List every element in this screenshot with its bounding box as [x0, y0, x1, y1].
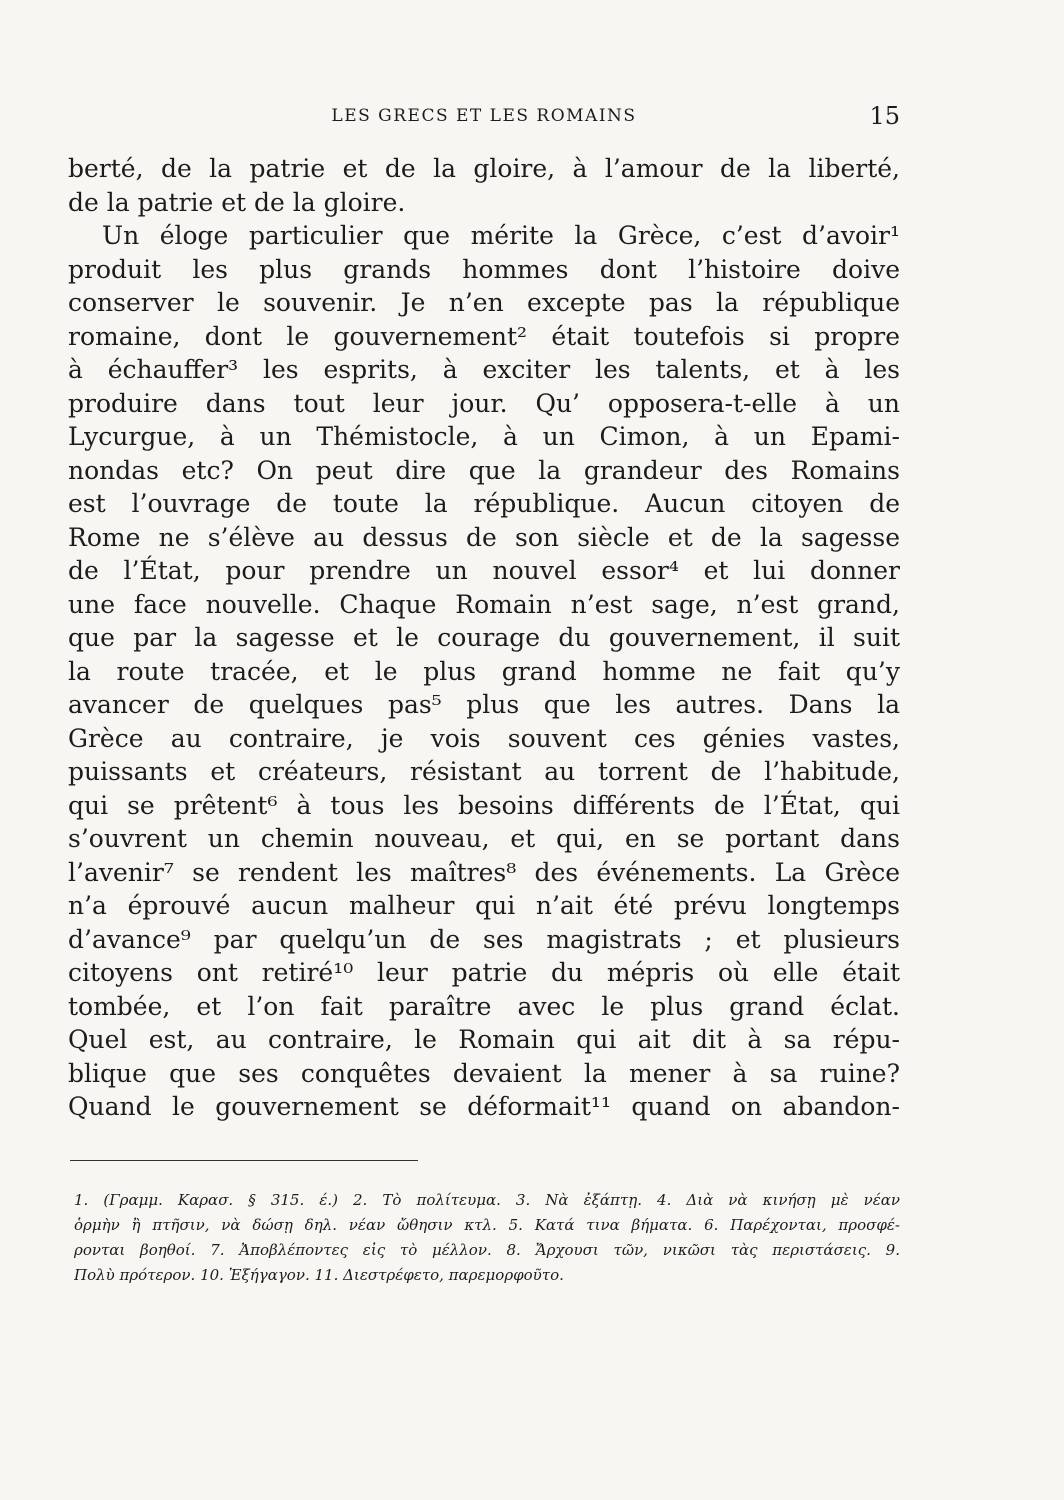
- text-line: nondas etc? On peut dire que la grandeur des Romains: [68, 455, 900, 485]
- text-line: blique que ses conquêtes devaient la mener à sa ruine?: [68, 1058, 900, 1088]
- text-line: s’ouvrent un chemin nouveau, et qui, en se portant dans: [68, 824, 900, 853]
- text-line: de l’État, pour prendre un nouvel essor⁴ et lui donner: [68, 556, 900, 585]
- footnote-line: Πολὺ πρότερον. 10. Ἐξήγαγον. 11. Διεστρέφετο, παρεμορφοῦτο.: [74, 1266, 564, 1284]
- text-line: Rome ne s’élève au dessus de son siècle et de la sagesse: [68, 522, 900, 552]
- text-line: Grèce au contraire, je vois souvent ces génies vastes,: [68, 723, 900, 753]
- page-header: [68, 104, 900, 134]
- text-line: Quand le gouvernement se déformait¹¹ quand on abandon-: [68, 1092, 900, 1121]
- text-line: d’avance⁹ par quelqu’un de ses magistrats ; et plusieurs: [68, 924, 900, 954]
- page-number: 15: [869, 102, 900, 130]
- text-line: produire dans tout leur jour. Qu’ opposera-t-elle à un: [68, 388, 900, 418]
- footnote-line: ὁρμὴν ἢ πτῆσιν, νὰ δώσῃ δηλ. νέαν ὤθησιν κτλ. 5. Κατά τινα βήματα. 6. Παρέχονται, προσφέ-: [74, 1216, 900, 1234]
- text-line: qui se prêtent⁶ à tous les besoins différents de l’État, qui: [68, 790, 900, 820]
- text-line: n’a éprouvé aucun malheur qui n’ait été prévu longtemps: [68, 891, 900, 920]
- running-title: LES GRECS ET LES ROMAINS: [331, 106, 637, 126]
- text-line: produit les plus grands hommes dont l’histoire doive: [68, 254, 900, 284]
- footnotes: [74, 1188, 900, 1288]
- text-line: Un éloge particulier que mérite la Grèce, c’est d’avoir¹: [102, 221, 900, 250]
- text-line: la route tracée, et le plus grand homme ne fait qu’y: [68, 656, 900, 686]
- footnote-line: 1. (Γραμμ. Καρασ. § 315. έ.) 2. Τὸ πολίτευμα. 3. Νὰ ἐξάπτῃ. 4. Διὰ νὰ κινήσῃ μὲ νέαν: [74, 1191, 900, 1209]
- text-line: conserver le souvenir. Je n’en excepte pas la république: [68, 288, 900, 317]
- text-line: une face nouvelle. Chaque Romain n’est sage, n’est grand,: [68, 589, 900, 619]
- text-line: berté, de la patrie et de la gloire, à l’amour de la liberté,: [68, 154, 900, 183]
- text-line: Lycurgue, à un Thémistocle, à un Cimon, à un Epami-: [68, 422, 900, 451]
- text-line: que par la sagesse et le courage du gouvernement, il suit: [68, 623, 900, 652]
- text-line: l’avenir⁷ se rendent les maîtres⁸ des événements. La Grèce: [68, 857, 900, 887]
- footnote-separator: [70, 1160, 418, 1161]
- text-line: Quel est, au contraire, le Romain qui ait dit à sa répu-: [68, 1025, 900, 1054]
- text-line: est l’ouvrage de toute la république. Aucun citoyen de: [68, 489, 900, 518]
- text-line: avancer de quelques pas⁵ plus que les autres. Dans la: [68, 690, 900, 719]
- text-line: puissants et créateurs, résistant au torrent de l’habitude,: [68, 757, 900, 786]
- text-line: à échauffer³ les esprits, à exciter les talents, et à les: [68, 355, 900, 384]
- text-line: tombée, et l’on fait paraître avec le plus grand éclat.: [68, 991, 900, 1021]
- text-line: de la patrie et de la gloire.: [68, 187, 406, 217]
- text-line: citoyens ont retiré¹⁰ leur patrie du mépris où elle était: [68, 958, 900, 987]
- body-text: [68, 152, 900, 1124]
- text-line: romaine, dont le gouvernement² était toutefois si propre: [68, 321, 900, 351]
- footnote-line: ρονται βοηθοί. 7. Ἀποβλέποντες εἰς τὸ μέλλον. 8. Ἄρχουσι τῶν, νικῶσι τὰς περιστάσεις. 9.: [74, 1241, 900, 1259]
